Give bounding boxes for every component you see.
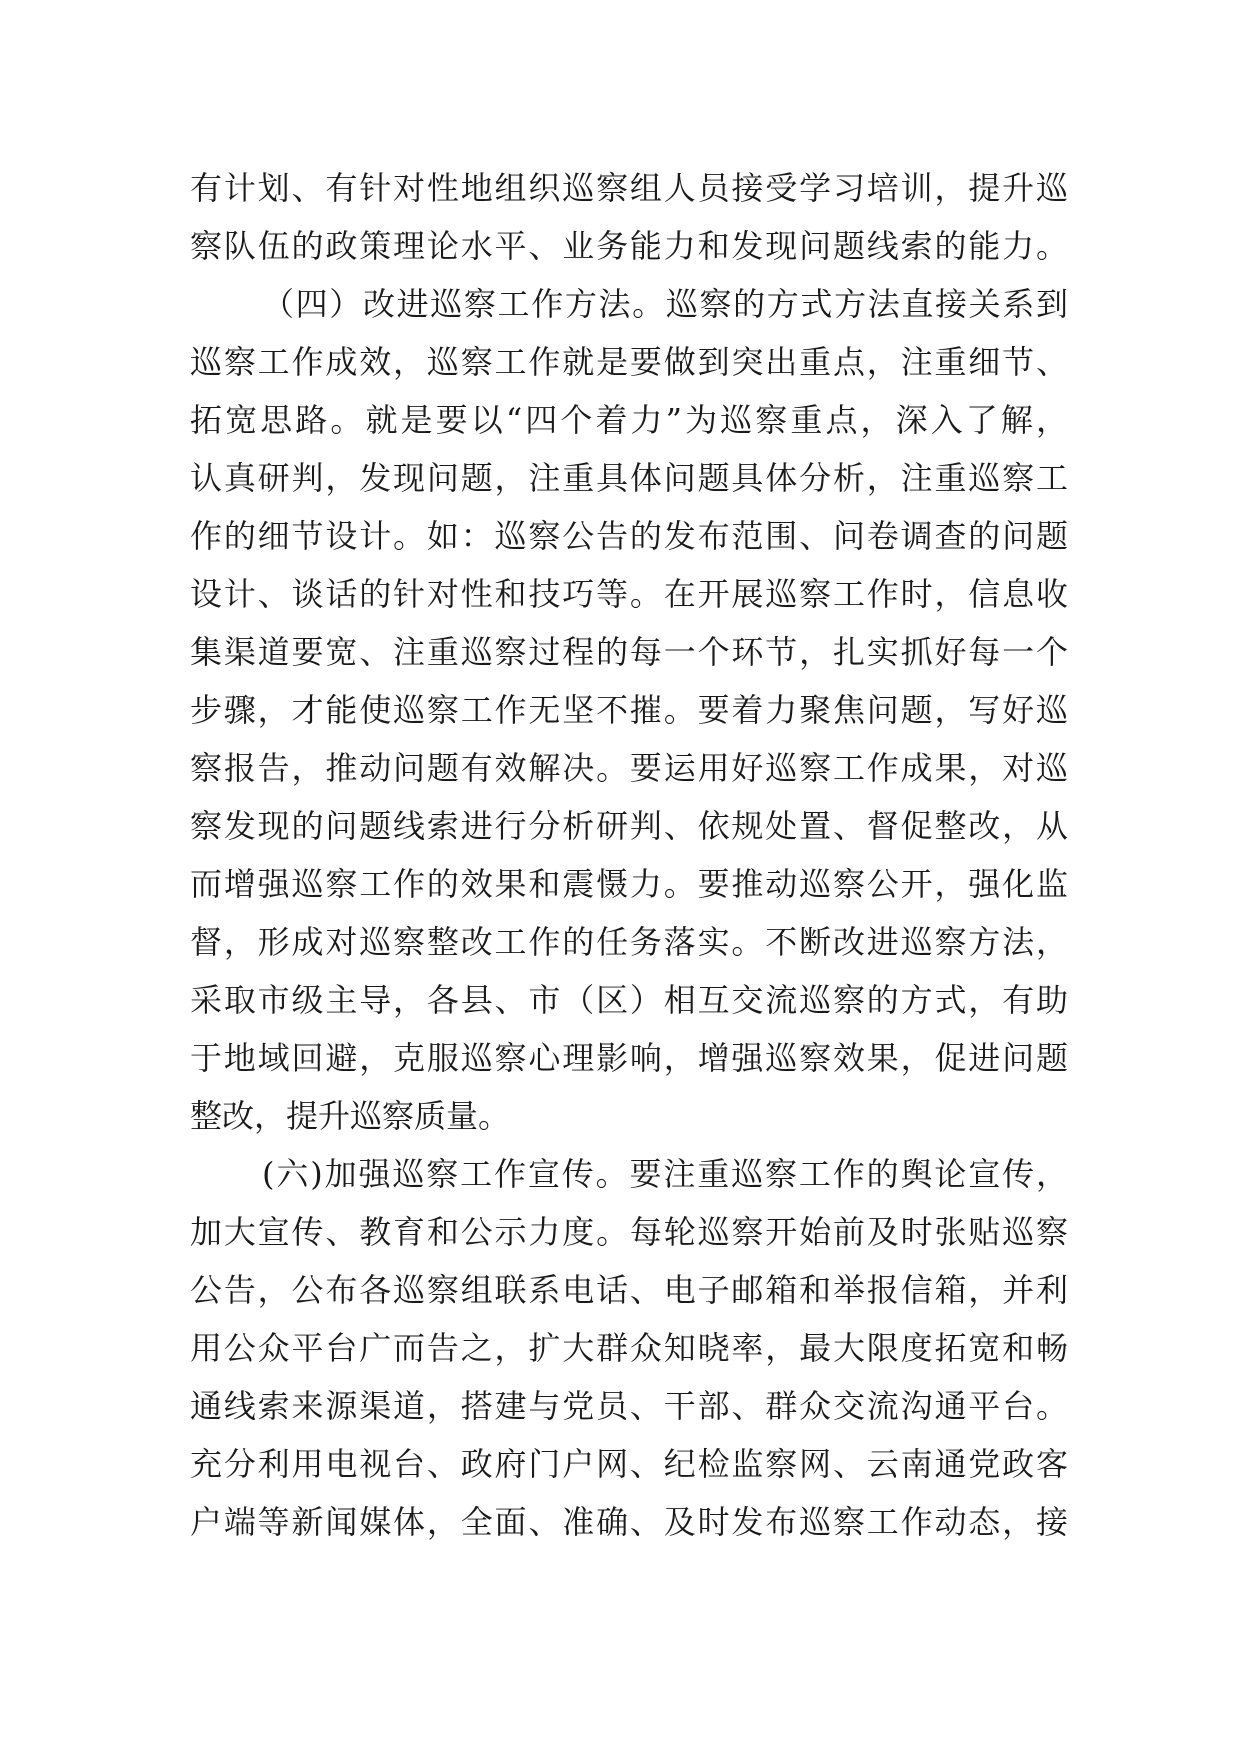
text-line: 步骤，才能使巡察工作无坚不摧。要着力聚焦问题，写好巡 [190,691,1068,729]
text-line: 有计划、有针对性地组织巡察组人员接受学习培训，提升巡 [190,169,1068,207]
text-line: 督，形成对巡察整改工作的任务落实。不断改进巡察方法， [190,923,1068,961]
text-line-paragraph-end: 整改，提升巡察质量。 [190,1097,511,1135]
text-line: 拓宽思路。就是要以“四个着力”为巡察重点，深入了解， [190,401,1068,439]
text-line: 用公众平台广而告之，扩大群众知晓率，最大限度拓宽和畅 [190,1329,1068,1367]
text-line: 作的细节设计。如：巡察公告的发布范围、问卷调查的问题 [190,517,1068,555]
text-line: 而增强巡察工作的效果和震慑力。要推动巡察公开，强化监 [190,865,1068,903]
text-line: 户端等新闻媒体，全面、准确、及时发布巡察工作动态，接 [190,1503,1068,1541]
text-line: 巡察工作成效，巡察工作就是要做到突出重点，注重细节、 [190,343,1068,381]
paragraph-section-6 [190,1145,1068,1551]
text-line: 通线索来源渠道，搭建与党员、干部、群众交流沟通平台。 [190,1387,1068,1425]
paragraph-continuation [190,159,1068,275]
section-heading-line: (六)加强巡察工作宣传。要注重巡察工作的舆论宣传， [262,1155,1068,1193]
text-line: 加大宣传、教育和公示力度。每轮巡察开始前及时张贴巡察 [190,1213,1068,1251]
paragraph-section-4 [190,275,1068,1145]
section-heading-line: （四）改进巡察工作方法。巡察的方式方法直接关系到 [262,285,1068,323]
text-line: 采取市级主导，各县、市（区）相互交流巡察的方式，有助 [190,981,1068,1019]
text-line: 充分利用电视台、政府门户网、纪检监察网、云南通党政客 [190,1445,1068,1483]
text-line: 察发现的问题线索进行分析研判、依规处置、督促整改，从 [190,807,1068,845]
text-line: 公告，公布各巡察组联系电话、电子邮箱和举报信箱，并利 [190,1271,1068,1309]
text-line: 于地域回避，克服巡察心理影响，增强巡察效果，促进问题 [190,1039,1068,1077]
text-line: 察报告，推动问题有效解决。要运用好巡察工作成果，对巡 [190,749,1068,787]
text-line: 认真研判，发现问题，注重具体问题具体分析，注重巡察工 [190,459,1068,497]
text-line: 察队伍的政策理论水平、业务能力和发现问题线索的能力。 [190,227,1068,265]
text-line: 集渠道要宽、注重巡察过程的每一个环节，扎实抓好每一个 [190,633,1068,671]
text-line: 设计、谈话的针对性和技巧等。在开展巡察工作时，信息收 [190,575,1068,613]
document-body [190,159,1068,1551]
